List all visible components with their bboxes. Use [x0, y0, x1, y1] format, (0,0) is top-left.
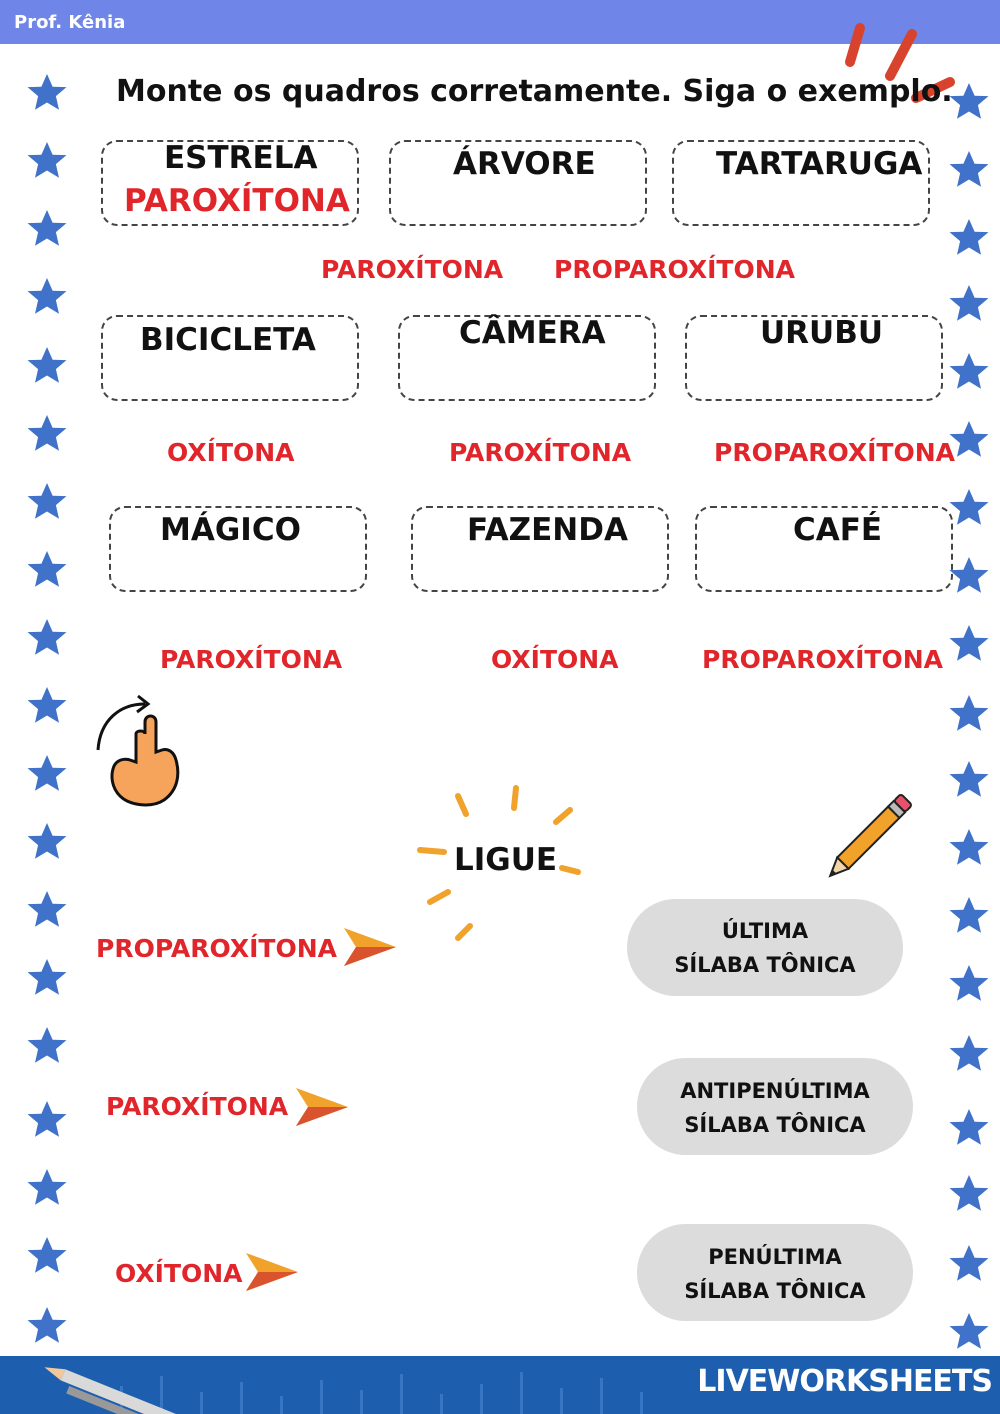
drag-option[interactable]: PROPAROXÍTONA	[714, 438, 955, 467]
ligue-title: LIGUE	[454, 842, 558, 878]
box-word: TARTARUGA	[716, 146, 923, 182]
arrow-right-icon	[294, 1086, 350, 1128]
match-right-item[interactable]	[627, 899, 903, 996]
box-word: CAFÉ	[793, 512, 883, 548]
match-right-item[interactable]	[637, 1224, 913, 1321]
box-word: ESTRELA	[164, 140, 318, 176]
brand-logo: LIVEWORKSHEETS	[697, 1364, 992, 1399]
box-word: URUBU	[760, 315, 884, 351]
hand-pointer-icon	[90, 690, 190, 810]
pencil-icon	[822, 780, 926, 884]
arrow-right-icon	[342, 926, 398, 968]
pill-line: SÍLABA TÔNICA	[674, 953, 856, 977]
match-left-item[interactable]: PROPAROXÍTONA	[96, 934, 337, 963]
pill-line: ÚLTIMA	[721, 919, 809, 943]
box-word: MÁGICO	[160, 512, 301, 548]
left-stars-icon	[28, 74, 67, 1343]
arrow-right-icon	[244, 1251, 300, 1293]
box-word: ÁRVORE	[453, 146, 596, 182]
pill-line: SÍLABA TÔNICA	[684, 1279, 866, 1303]
box-answer: PAROXÍTONA	[124, 183, 350, 219]
instruction-text: Monte os quadros corretamente. Siga o exemplo.	[116, 74, 953, 109]
pill-line: ANTIPENÚLTIMA	[680, 1079, 870, 1103]
match-left-item[interactable]: PAROXÍTONA	[106, 1092, 289, 1121]
drag-option[interactable]: OXÍTONA	[491, 645, 619, 674]
match-left-item[interactable]: OXÍTONA	[115, 1259, 243, 1288]
drag-option[interactable]: PROPAROXÍTONA	[702, 645, 943, 674]
box-word: FAZENDA	[467, 512, 628, 548]
drag-option[interactable]: PAROXÍTONA	[449, 438, 632, 467]
right-stars-icon	[950, 83, 989, 1349]
drag-option[interactable]: OXÍTONA	[167, 438, 295, 467]
drag-option[interactable]: PAROXÍTONA	[321, 255, 504, 284]
footer-bar	[0, 1356, 1000, 1414]
author-label: Prof. Kênia	[14, 12, 126, 33]
match-right-item[interactable]	[637, 1058, 913, 1155]
box-word: CÂMERA	[459, 315, 606, 351]
pill-line: SÍLABA TÔNICA	[684, 1113, 866, 1137]
drag-option[interactable]: PROPAROXÍTONA	[554, 255, 795, 284]
box-word: BICICLETA	[140, 322, 316, 358]
drag-option[interactable]: PAROXÍTONA	[160, 645, 343, 674]
pill-line: PENÚLTIMA	[708, 1245, 842, 1269]
